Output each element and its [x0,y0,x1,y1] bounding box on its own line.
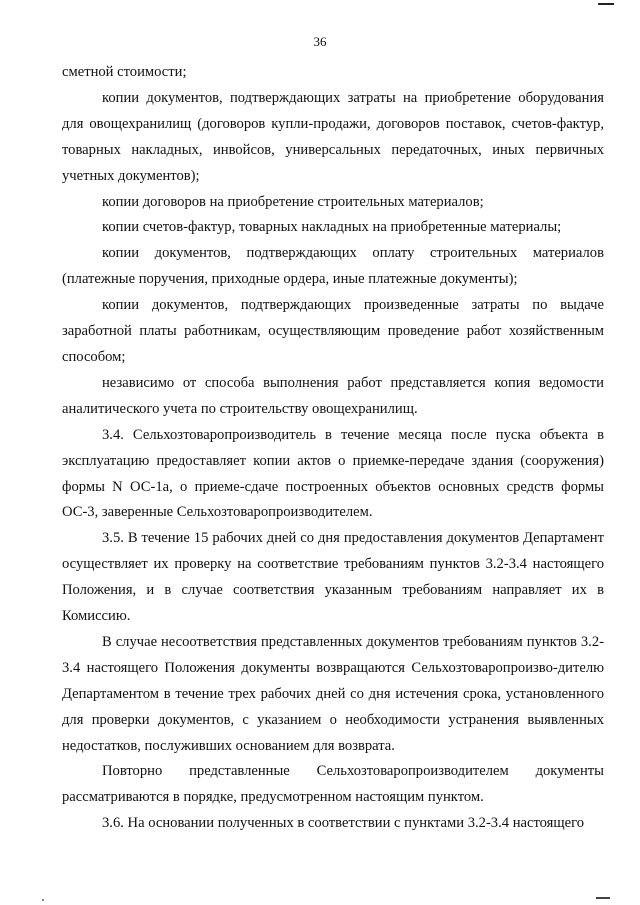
paragraph: копии счетов-фактур, товарных накладных на приобретенные материалы; [102,219,562,236]
paragraph: В случае несоответствия представленных документов требованиям пунктов 3.2-3.4 настоящего Положения документы возвращаются Сельхозтоваропроизво-дителю Департаментом в течение трех рабочих дней со дня истечения срока, установленного для проверки документов, с указанием о необходимости устранения выявленных недостатков, послуживших основанием для возврата. [62,633,604,754]
paragraph: независимо от способа выполнения работ представляется копия ведомости аналитического учета по строительству овощехранилищ. [62,374,604,417]
paragraph: Повторно представленные Сельхозтоваропроизводителем документы рассматриваются в порядке, предусмотренном настоящим пунктом. [62,763,604,806]
document-body [62,60,604,837]
paragraph: копии документов, подтверждающих оплату строительных материалов (платежные поручения, приходные ордера, иные платежные документы); [62,245,604,288]
page-number: 36 [313,34,327,49]
paragraph: копии договоров на приобретение строительных материалов; [102,193,484,210]
paragraph: копии документов, подтверждающих затраты на приобретение оборудования для овощехранилищ (договоров купли-продажи, договоров поставок, счетов-фактур, товарных накладных, инвойсов, универсальных передаточных, иных первичных учетных документов); [62,89,604,184]
paragraph-section-3-5: 3.5. В течение 15 рабочих дней со дня предоставления документов Департамент осуществляет их проверку на соответствие требованиям пунктов 3.2-3.4 настоящего Положения, и в случае соответствия указанным требованиям направляет их в Комиссию. [62,530,604,625]
scan-artifact [42,899,44,901]
paragraph: сметной стоимости; [62,64,187,80]
scan-corner-mark [596,897,610,899]
scan-corner-mark [598,0,614,5]
paragraph: копии документов, подтверждающих произведенные затраты по выдаче заработной платы работникам, осуществляющим проведение работ хозяйственным способом; [62,297,604,365]
paragraph-section-3-6: 3.6. На основании полученных в соответствии с пунктами 3.2-3.4 настоящего [102,815,585,832]
paragraph-section-3-4: 3.4. Сельхозтоваропроизводитель в течение месяца после пуска объекта в эксплуатацию предоставляет копии актов о приемке-передаче здания (сооружения) формы N ОС-1а, о приеме-сдаче построенных объектов основных средств формы ОС-3, заверенные Сельхозтоваропроизводителем. [62,426,604,521]
